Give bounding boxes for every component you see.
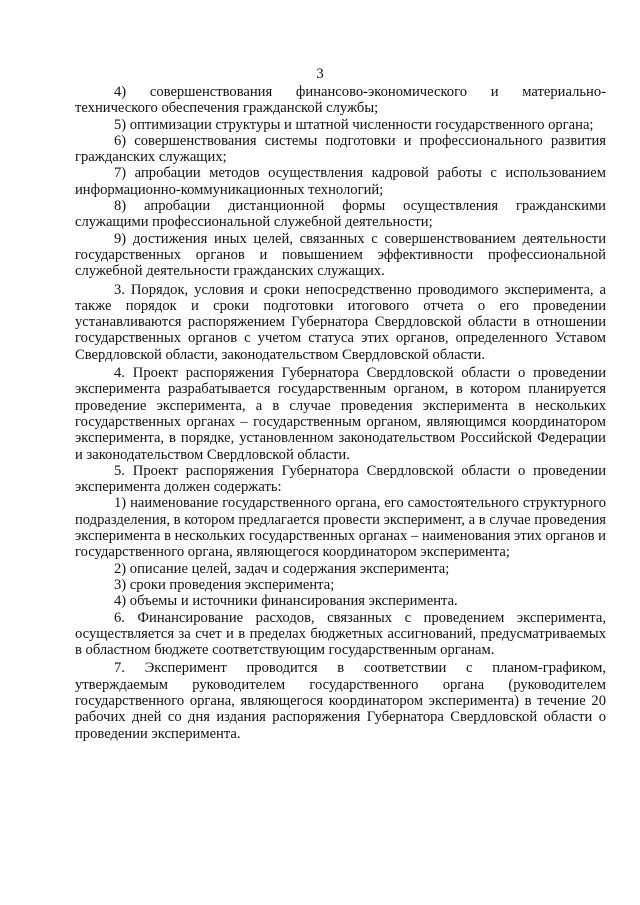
document-body	[75, 84, 606, 742]
paragraph-section-7: 7. Эксперимент проводится в соответствии с планом-графиком, утверждаемым руководителем государственного органа (руководителем государственного органа, являющегося координатором эксперимента) в течение 20 рабочих дней со дня издания распоряжения Губернатора Свердловской области о проведении эксперимента.	[75, 660, 606, 742]
paragraph-section-3: 3. Порядок, условия и сроки непосредственно проводимого эксперимента, а также порядок и сроки подготовки итогового отчета о его проведении устанавливаются распоряжением Губернатора Свердловской области в отношении государственных органов с учетом статуса этих органов, определенного Уставом Свердловской области, законодательством Свердловской области.	[75, 281, 606, 363]
page-number: 3	[316, 66, 324, 82]
paragraph-item-9: 9) достижения иных целей, связанных с совершенствованием деятельности государственных органов и повышением эффективности профессиональной служебной деятельности гражданских служащих.	[75, 230, 606, 280]
paragraph-subitem-1: 1) наименование государственного органа, его самостоятельного структурного подразделения, в котором предлагается провести эксперимент, а в случае проведения эксперимента в нескольких государственных органах – наименования этих органов и государственного органа, являющегося координатором эксперимента;	[75, 495, 606, 561]
paragraph-item-6: 6) совершенствования системы подготовки и профессионального развития гражданских служащих;	[75, 132, 606, 166]
paragraph-item-4: 4) совершенствования финансово-экономического и материально-технического обеспечения гражданской службы;	[75, 84, 606, 117]
paragraph-item-7: 7) апробации методов осуществления кадровой работы с использованием информационно-коммуникационных технологий;	[75, 165, 606, 198]
paragraph-section-6: 6. Финансирование расходов, связанных с проведением эксперимента, осуществляется за счет и в пределах бюджетных ассигнований, предусматриваемых в областном бюджете соответствующим государственным органам.	[75, 609, 606, 659]
paragraph-section-5: 5. Проект распоряжения Губернатора Свердловской области о проведении эксперимента должен содержать:	[75, 462, 606, 496]
paragraph-item-8: 8) апробации дистанционной формы осуществления гражданскими служащими профессиональной служебной деятельности;	[75, 198, 606, 231]
paragraph-subitem-3: 3) сроки проведения эксперимента;	[114, 576, 335, 593]
paragraph-subitem-2: 2) описание целей, задач и содержания эксперимента;	[114, 560, 450, 577]
paragraph-item-5: 5) оптимизации структуры и штатной численности государственного органа;	[114, 116, 594, 133]
paragraph-section-4: 4. Проект распоряжения Губернатора Свердловской области о проведении эксперимента разрабатывается государственным органом, в котором планируется проведение эксперимента, а в случае проведения эксперимента в нескольких государственных органах – государственным органом, являющимся координатором эксперимента, в порядке, установленном законодательством Российской Федерации и законодательством Свердловской области.	[75, 365, 606, 463]
paragraph-subitem-4: 4) объемы и источники финансирования эксперимента.	[114, 593, 458, 610]
